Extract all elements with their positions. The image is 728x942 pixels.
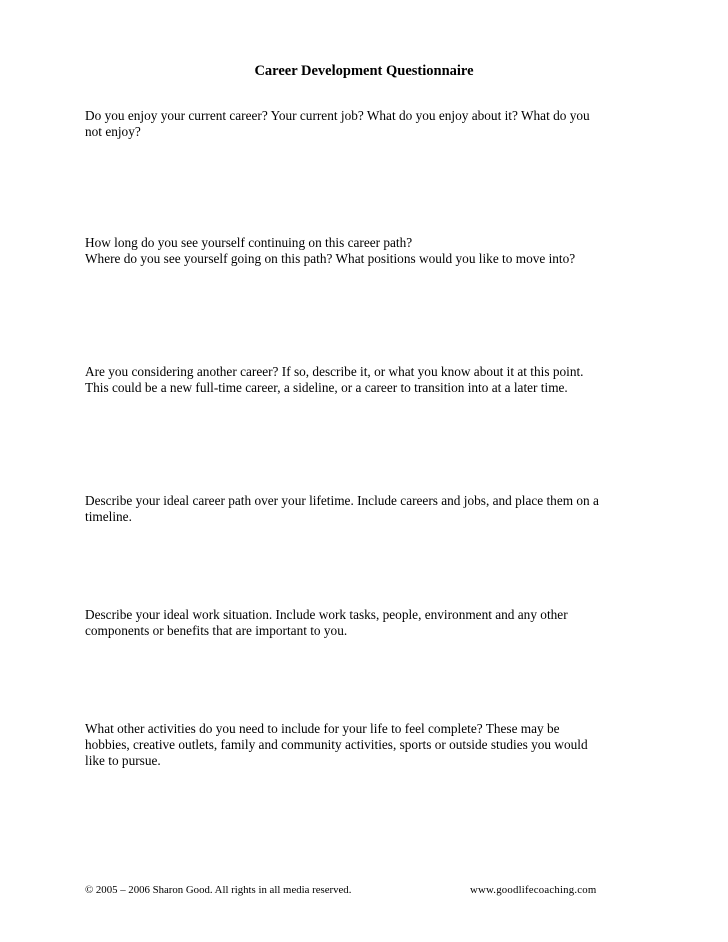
question-6-line-3: like to pursue.: [85, 753, 161, 768]
question-2: [85, 235, 655, 267]
question-6-line-2: hobbies, creative outlets, family and community activities, sports or outside studies you would: [85, 737, 588, 752]
footer-website: www.goodlifecoaching.com: [470, 884, 597, 896]
question-6: [85, 721, 655, 769]
page-title: Career Development Questionnaire: [254, 63, 474, 79]
question-3-line-1: Are you considering another career? If so, describe it, or what you know about it at this point.: [85, 364, 584, 379]
footer-copyright: © 2005 – 2006 Sharon Good. All rights in all media reserved.: [85, 884, 352, 896]
question-6-line-1: What other activities do you need to include for your life to feel complete? These may be: [85, 721, 560, 736]
question-2-line-2: Where do you see yourself going on this path? What positions would you like to move into?: [85, 251, 576, 266]
question-1-line-1: Do you enjoy your current career? Your current job? What do you enjoy about it? What do you: [85, 108, 590, 123]
question-3-line-2: This could be a new full-time career, a sideline, or a career to transition into at a later time.: [85, 380, 568, 395]
question-5-line-1: Describe your ideal work situation. Include work tasks, people, environment and any other: [85, 607, 568, 622]
question-2-line-1: How long do you see yourself continuing on this career path?: [85, 235, 413, 250]
question-5: [85, 607, 655, 639]
question-4: [85, 493, 655, 525]
question-1-line-2: not enjoy?: [85, 124, 141, 139]
question-1: [85, 108, 655, 140]
question-4-line-2: timeline.: [85, 509, 132, 524]
question-5-line-2: components or benefits that are important to you.: [85, 623, 348, 638]
question-4-line-1: Describe your ideal career path over your lifetime. Include careers and jobs, and place them on a: [85, 493, 599, 508]
question-3: [85, 364, 655, 396]
